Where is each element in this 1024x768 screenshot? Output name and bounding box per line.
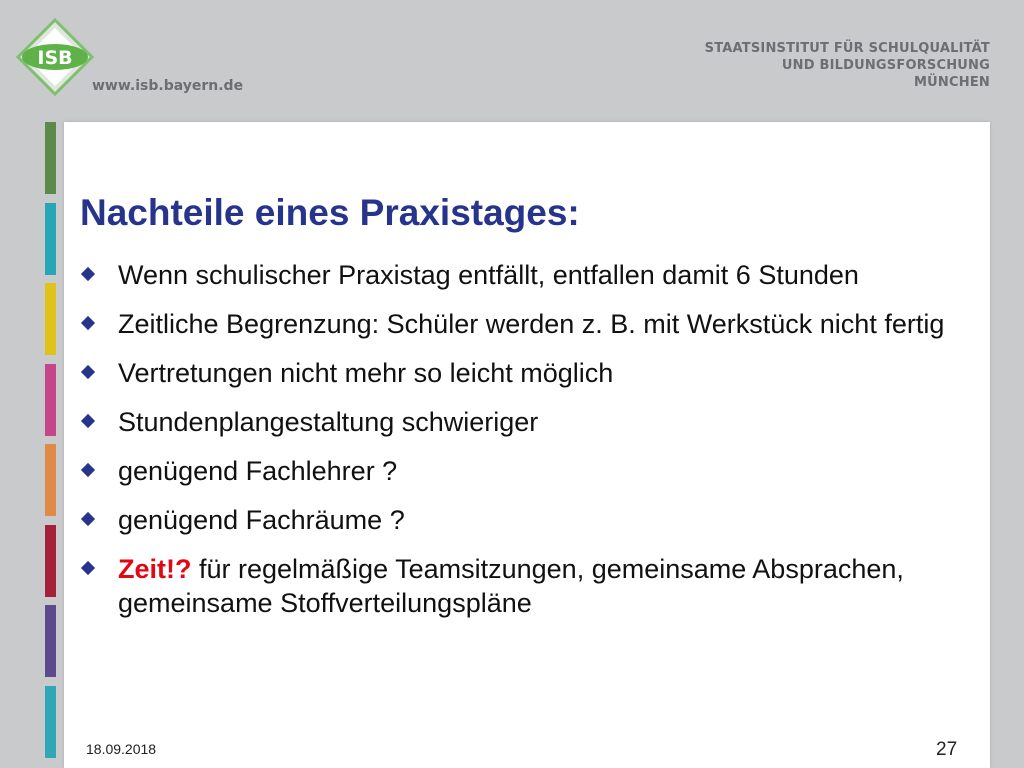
- color-stripe: [45, 122, 56, 194]
- color-stripe: [45, 686, 56, 758]
- institute-line: UND BILDUNGSFORSCHUNG: [781, 58, 990, 73]
- bullet-item: [78, 307, 958, 341]
- bullet-item: [78, 503, 958, 537]
- bullet-item: [78, 356, 958, 390]
- isb-logo: [14, 16, 96, 98]
- diamond-bullet-icon: [81, 316, 95, 330]
- diamond-bullet-icon: [81, 414, 95, 428]
- color-stripe: [45, 444, 56, 516]
- diamond-bullet-icon: [81, 512, 95, 526]
- svg-text:ISB: ISB: [37, 47, 73, 69]
- bullet-text: genügend Fachlehrer ?: [118, 456, 398, 486]
- institute-line: MÜNCHEN: [914, 75, 990, 90]
- bullet-text: Stundenplangestaltung schwieriger: [118, 407, 539, 437]
- slide-panel: [64, 122, 990, 768]
- bullet-item: [78, 258, 958, 292]
- bullet-item: [78, 454, 958, 488]
- diamond-bullet-icon: [81, 267, 95, 281]
- color-stripe: [45, 364, 56, 436]
- bullet-text: Wenn schulischer Praxistag entfällt, entfallen damit 6 Stunden: [118, 260, 859, 290]
- diamond-bullet-icon: [81, 561, 95, 575]
- color-stripe: [45, 203, 56, 275]
- bullet-item: [78, 405, 958, 439]
- diamond-bullet-icon: [81, 365, 95, 379]
- bullet-text: genügend Fachräume ?: [118, 505, 405, 535]
- bullet-text: Zeitliche Begrenzung: Schüler werden z. B. mit Werkstück nicht fertig: [118, 309, 945, 339]
- page-number: 27: [936, 739, 958, 760]
- institute-name: [570, 40, 990, 91]
- institute-line: STAATSINSTITUT FÜR SCHULQUALITÄT: [704, 41, 990, 56]
- diamond-bullet-icon: [81, 463, 95, 477]
- bullet-text: für regelmäßige Teamsitzungen, gemeinsame Absprachen, gemeinsame Stoffverteilungspläne: [118, 554, 904, 618]
- bullet-item: [78, 552, 958, 620]
- color-stripe: [45, 605, 56, 677]
- bullet-accent-text: Zeit!?: [118, 554, 192, 584]
- website-url: www.isb.bayern.de: [92, 78, 244, 94]
- color-stripe-bar: [45, 122, 56, 768]
- slide-title: Nachteile eines Praxistages:: [80, 192, 580, 233]
- bullet-list: [78, 258, 958, 635]
- color-stripe: [45, 283, 56, 355]
- slide-date: 18.09.2018: [86, 741, 157, 757]
- bullet-text: Vertretungen nicht mehr so leicht möglich: [118, 358, 614, 388]
- color-stripe: [45, 525, 56, 597]
